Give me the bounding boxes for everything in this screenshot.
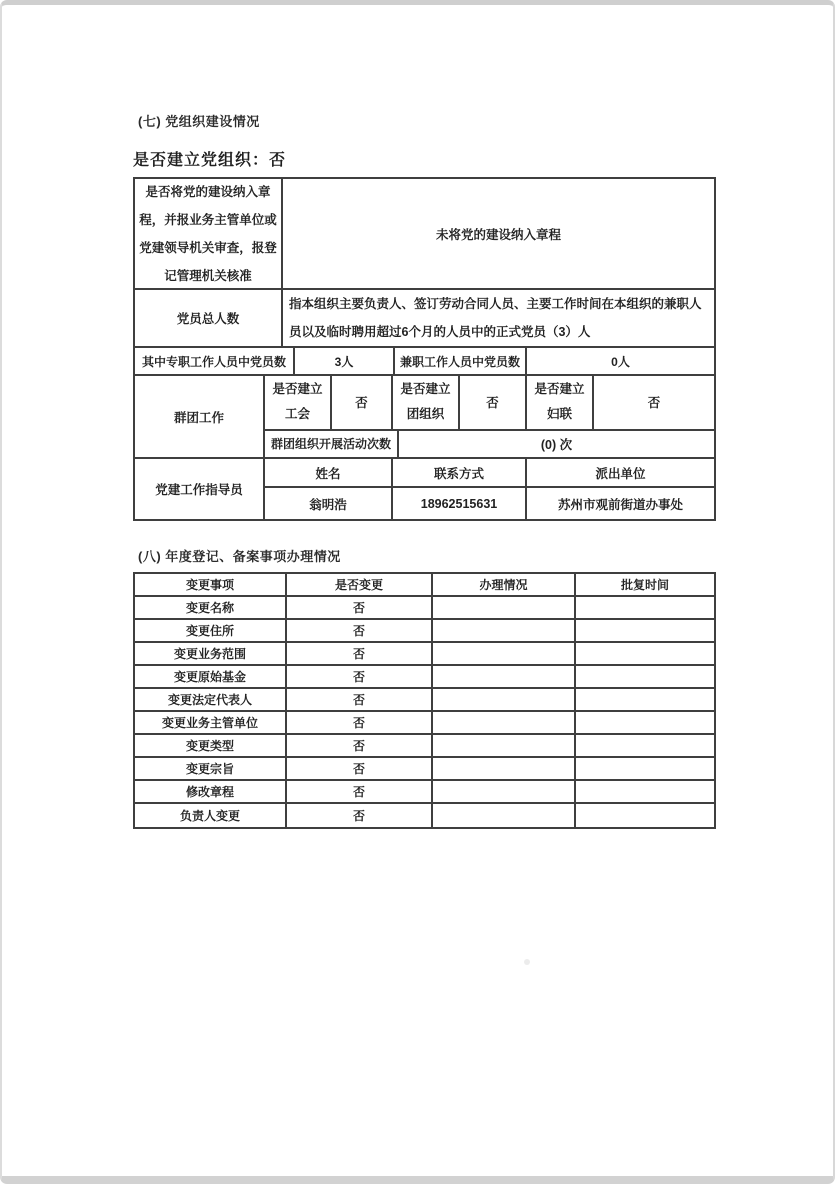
change-item: 变更业务主管单位 [135, 712, 287, 733]
advisor-unit: 苏州市观前街道办事处 [557, 497, 683, 512]
changed-value: 否 [287, 666, 433, 687]
header-approval-time: 批复时间 [620, 578, 669, 592]
advisor-rowgroup [135, 459, 714, 519]
table-row [265, 488, 714, 519]
table-row [135, 689, 714, 712]
change-item: 变更法定代表人 [135, 689, 287, 710]
advisor-name: 翁明浩 [309, 497, 347, 512]
changed-value: 否 [287, 712, 433, 733]
status-value [433, 804, 576, 827]
table-row [135, 348, 714, 376]
table-row [265, 459, 714, 488]
table-row [135, 620, 714, 643]
changed-value: 否 [287, 804, 433, 827]
change-item: 变更类型 [135, 735, 287, 756]
members-total-value-cell [283, 290, 714, 346]
league-value: 否 [486, 396, 499, 411]
changed-value: 否 [287, 735, 433, 756]
parttime-members-value-cell [527, 348, 714, 374]
union-value-cell [332, 376, 393, 429]
status-value [433, 689, 576, 710]
status-value [433, 666, 576, 687]
advisor-unit-header-cell [527, 459, 714, 486]
table-row [265, 376, 714, 431]
activity-count-label: 群团组织开展活动次数 [270, 437, 391, 452]
header-change-item: 变更事项 [135, 574, 287, 595]
change-item: 变更原始基金 [135, 666, 287, 687]
union-label: 是否建立工会 [272, 382, 323, 422]
advisor-name-header: 姓名 [315, 466, 341, 481]
approval-time-value [576, 620, 714, 641]
status-value [433, 643, 576, 664]
section7-heading: (七) 党组织建设情况 [138, 114, 260, 129]
advisor-name-cell [265, 488, 393, 519]
change-item: 变更业务范围 [135, 643, 287, 664]
status-value [433, 758, 576, 779]
charter-question-label: 是否将党的建设纳入章程，并报业务主管单位或党建领导机关审查，报登记管理机关核准 [139, 184, 277, 283]
advisor-name-header-cell [265, 459, 393, 486]
league-value-cell [460, 376, 527, 429]
parttime-members-label-cell [395, 348, 527, 374]
changed-value: 否 [287, 643, 433, 664]
parttime-members-label: 兼职工作人员中党员数 [399, 354, 520, 369]
advisor-contact-header: 联系方式 [433, 466, 484, 481]
advisor-contact-header-cell [393, 459, 527, 486]
mass-org-label-cell [135, 376, 265, 457]
advisor-unit-cell [527, 488, 714, 519]
advisor-contact-cell [393, 488, 527, 519]
activity-count-value-cell [399, 431, 714, 457]
changed-value: 否 [287, 758, 433, 779]
registration-header-row [135, 574, 714, 597]
approval-time-value [576, 689, 714, 710]
table-row [135, 758, 714, 781]
union-label-cell [265, 376, 332, 429]
advisor-label: 党建工作指导员 [155, 483, 243, 497]
activity-count-value: (0) 次 [540, 437, 573, 452]
approval-time-value [576, 735, 714, 756]
table-row [135, 290, 714, 348]
women-federation-label-cell [527, 376, 594, 429]
fulltime-members-value-cell [295, 348, 395, 374]
section8-heading: (八) 年度登记、备案事项办理情况 [138, 549, 341, 564]
change-item: 负责人变更 [135, 804, 287, 827]
mass-org-label: 群团工作 [173, 410, 224, 425]
approval-time-value [576, 597, 714, 618]
charter-answer-cell [283, 179, 714, 288]
registration-table [133, 572, 716, 829]
table-row [135, 712, 714, 735]
party-building-table [133, 177, 716, 521]
header-changed: 是否变更 [287, 574, 433, 595]
changed-value: 否 [287, 689, 433, 710]
table-row [135, 643, 714, 666]
fulltime-members-label-cell [135, 348, 295, 374]
table-row [135, 804, 714, 827]
charter-question-cell [135, 179, 283, 288]
table-row [135, 735, 714, 758]
status-value [433, 597, 576, 618]
header-status: 办理情况 [433, 574, 576, 595]
changed-value: 否 [287, 781, 433, 802]
women-federation-value: 否 [647, 396, 661, 411]
change-item: 修改章程 [135, 781, 287, 802]
table-row [135, 179, 714, 290]
fulltime-members-value: 3人 [334, 354, 354, 369]
activity-count-label-cell [265, 431, 399, 457]
table-row [135, 781, 714, 804]
approval-time-value [576, 758, 714, 779]
status-value [433, 735, 576, 756]
advisor-label-cell [135, 459, 265, 519]
changed-value: 否 [287, 620, 433, 641]
change-item: 变更住所 [135, 620, 287, 641]
changed-value: 否 [287, 597, 433, 618]
approval-time-value [576, 781, 714, 802]
party-org-established-line: 是否建立党组织：否 [133, 152, 287, 169]
table-row [265, 431, 714, 457]
parttime-members-value: 0人 [611, 354, 630, 369]
league-label-cell [393, 376, 460, 429]
members-total-value: 指本组织主要负责人、签订劳动合同人员、主要工作时间在本组织的兼职人员以及临时聘用超过6个月的人员中的正式党员（3）人 [289, 297, 702, 339]
status-value [433, 781, 576, 802]
members-total-label-cell [135, 290, 283, 346]
charter-answer-value: 未将党的建设纳入章程 [435, 227, 561, 242]
status-value [433, 712, 576, 733]
table-row [135, 597, 714, 620]
advisor-unit-header: 派出单位 [595, 466, 646, 481]
scan-artifact-dot [524, 959, 530, 965]
table-row [135, 666, 714, 689]
approval-time-value [576, 712, 714, 733]
approval-time-value [576, 666, 714, 687]
union-value: 否 [355, 396, 368, 411]
mass-org-rowgroup [135, 376, 714, 459]
approval-time-value [576, 804, 714, 827]
change-item: 变更名称 [135, 597, 287, 618]
members-total-label: 党员总人数 [176, 312, 240, 326]
change-item: 变更宗旨 [135, 758, 287, 779]
approval-time-value [576, 643, 714, 664]
status-value [433, 620, 576, 641]
women-federation-label: 是否建立妇联 [534, 382, 585, 422]
women-federation-value-cell [594, 376, 714, 429]
fulltime-members-label: 其中专职工作人员中党员数 [141, 354, 286, 369]
advisor-contact: 18962515631 [420, 496, 498, 511]
league-label: 是否建立团组织 [400, 382, 451, 422]
